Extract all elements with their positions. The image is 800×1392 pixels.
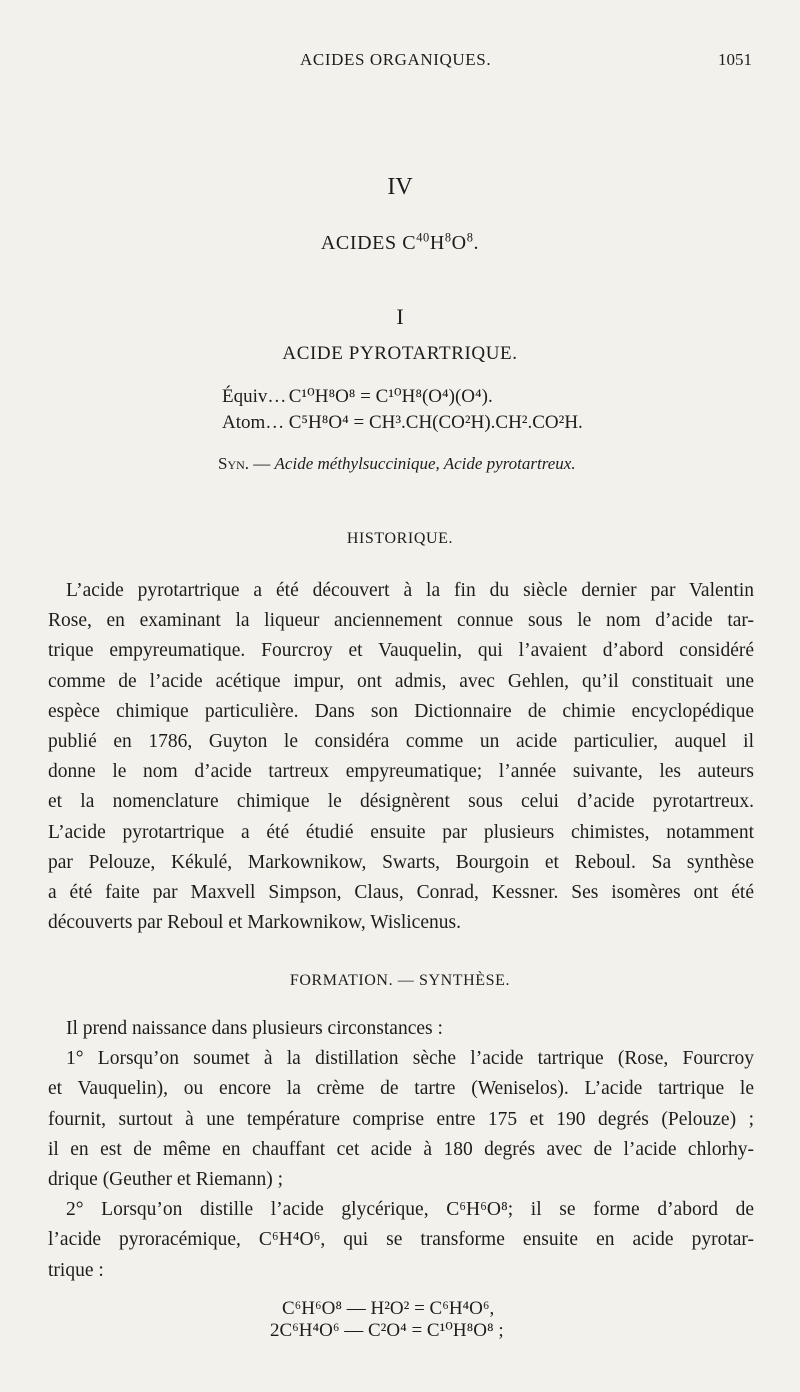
equation-line: C⁶H⁶O⁸ — H²O² = C⁶H⁴O⁶, <box>282 1298 495 1319</box>
text-line: trique empyreumatique. Fourcroy et Vauquelin, qui l’avaient d’abord considéré <box>48 640 754 662</box>
text-line: comme de l’acide acétique impur, ont admis, avec Gehlen, qu’il constituait une <box>48 670 754 692</box>
text-line: il en est de même en chauffant cet acide à 180 degrés avec de l’acide chlorhy- <box>48 1138 754 1160</box>
text-line: trique : <box>48 1259 104 1281</box>
subsection-numeral: I <box>396 304 404 329</box>
text-line: Il prend naissance dans plusieurs circonstances : <box>66 1018 443 1039</box>
running-head-title: ACIDES ORGANIQUES. <box>300 50 492 69</box>
formula-block <box>222 384 583 436</box>
chemical-equations <box>270 1298 504 1342</box>
text-line: espèce chimique particulière. Dans son Dictionnaire de chimie encyclopédique <box>48 700 754 722</box>
text-line: donne le nom d’acide tartreux empyreumatique; l’année suivante, les auteurs <box>48 761 754 783</box>
page-number: 1051 <box>718 50 752 69</box>
text-line: drique (Geuther et Riemann) ; <box>48 1168 283 1190</box>
formation-heading: FORMATION. — SYNTHÈSE. <box>289 972 511 989</box>
historique-heading: HISTORIQUE. <box>346 530 454 547</box>
subsection-title: ACIDE PYROTARTRIQUE. <box>282 343 518 364</box>
text-line: découverts par Reboul et Markownikow, Wislicenus. <box>48 912 461 934</box>
equiv-label: Équiv… <box>222 386 287 407</box>
equiv-value: C¹⁰H⁸O⁸ = C¹⁰H⁸(O⁴)(O⁴). <box>288 386 493 407</box>
historique-paragraph <box>48 576 754 938</box>
text-line: l’acide pyroracémique, C⁶H⁴O⁶, qui se transforme ensuite en acide pyrotar- <box>48 1229 754 1251</box>
atom-label: Atom… <box>222 412 285 433</box>
synonyms-label: Syn. <box>218 454 250 473</box>
formation-paragraph <box>48 1014 754 1286</box>
equation-line: 2C⁶H⁴O⁶ — C²O⁴ = C¹⁰H⁸O⁸ ; <box>270 1320 504 1341</box>
equiv-formula <box>222 384 583 410</box>
text-line: par Pelouze, Kékulé, Markownikow, Swarts, Bourgoin et Reboul. Sa synthèse <box>48 851 754 873</box>
text-line: publié en 1786, Guyton le considéra comme un acide particulier, auquel il <box>48 730 754 752</box>
text-line: fournit, surtout à une température comprise entre 175 et 190 degrés (Pelouze) ; <box>48 1108 754 1130</box>
text-line: et Vauquelin), ou encore la crème de tartre (Weniselos). L’acide tartrique le <box>48 1078 754 1100</box>
text-line: et la nomenclature chimique le désignèrent sous celui d’acide pyrotartreux. <box>48 791 754 813</box>
text-line: L’acide pyrotartrique a été découvert à la fin du siècle dernier par Valentin <box>66 580 754 601</box>
section-numeral: IV <box>387 174 413 200</box>
atom-formula <box>222 410 583 436</box>
section-title: ACIDES $C^{40}H^8O^8$. <box>320 230 480 254</box>
synonyms-line: Syn. — Acide méthylsuccinique, Acide pyrotartreux. <box>218 454 576 473</box>
text-line: L’acide pyrotartrique a été étudié ensuite par plusieurs chimistes, notamment <box>48 821 754 843</box>
synonyms-text: Acide méthylsuccinique, Acide pyrotartreux. <box>274 454 576 473</box>
text-line: a été faite par Maxvell Simpson, Claus, Conrad, Kessner. Ses isomères ont été <box>48 881 754 903</box>
text-line: 1° Lorsqu’on soumet à la distillation sèche l’acide tartrique (Rose, Fourcroy <box>66 1048 754 1070</box>
text-line: Rose, en examinant la liqueur anciennement connue sous le nom d’acide tar- <box>48 610 754 632</box>
atom-value: C⁵H⁸O⁴ = CH³.CH(CO²H).CH².CO²H. <box>288 412 583 433</box>
running-head <box>0 50 800 74</box>
text-line: 2° Lorsqu’on distille l’acide glycérique, C⁶H⁶O⁸; il se forme d’abord de <box>66 1199 754 1221</box>
